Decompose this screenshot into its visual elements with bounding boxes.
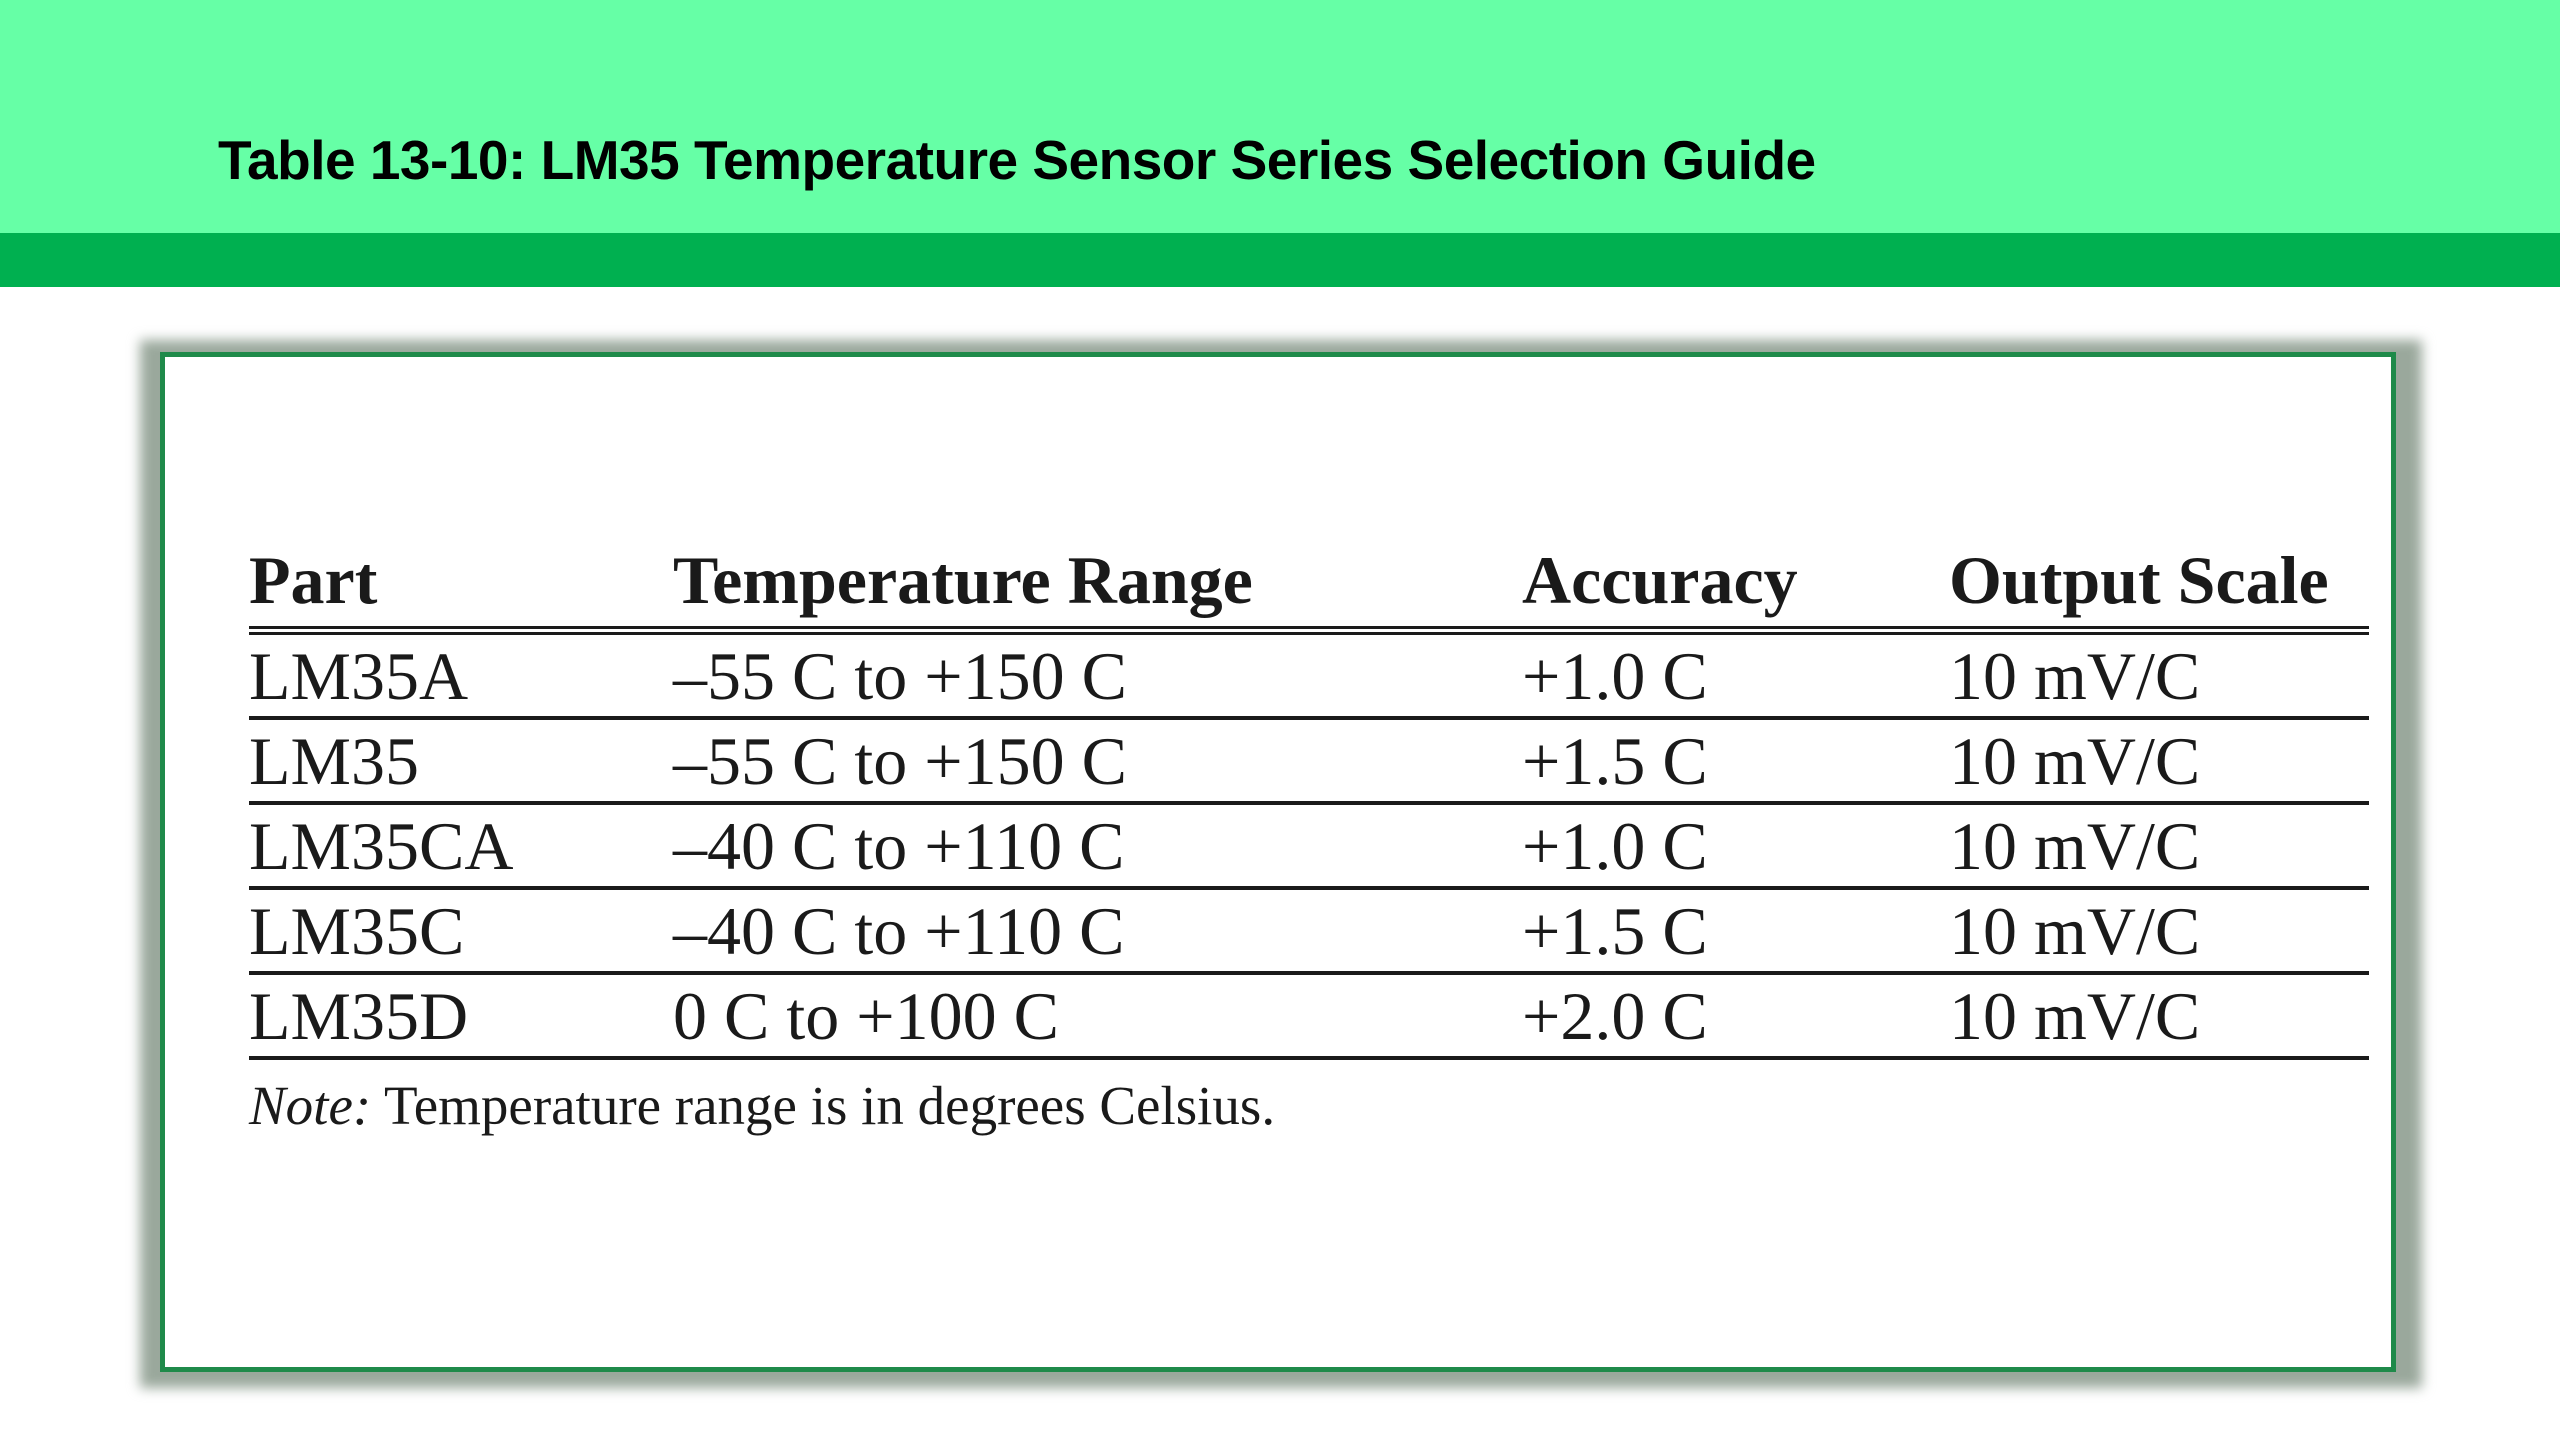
column-header-accuracy: Accuracy (1522, 542, 1798, 618)
note-label: Note: (249, 1075, 372, 1136)
cell-temperature-range: 0 C to +100 C (673, 978, 1059, 1054)
column-header-output-scale: Output Scale (1949, 542, 2329, 618)
column-header-temperature-range: Temperature Range (673, 542, 1253, 618)
column-header-part: Part (249, 542, 378, 618)
cell-part: LM35CA (249, 808, 514, 884)
cell-output-scale: 10 mV/C (1949, 978, 2201, 1054)
header-band (0, 0, 2560, 233)
slide-title: Table 13-10: LM35 Temperature Sensor Series Selection Guide (218, 129, 1816, 191)
table-note (249, 1074, 2369, 1137)
accent-bar (0, 233, 2560, 287)
cell-part: LM35D (249, 978, 469, 1054)
selection-table (249, 535, 2369, 1137)
table-row (249, 720, 2369, 805)
cell-output-scale: 10 mV/C (1949, 808, 2201, 884)
table-row (249, 890, 2369, 975)
cell-accuracy: +1.5 C (1522, 893, 1708, 969)
cell-output-scale: 10 mV/C (1949, 638, 2201, 714)
cell-accuracy: +1.0 C (1522, 638, 1708, 714)
cell-output-scale: 10 mV/C (1949, 893, 2201, 969)
cell-accuracy: +1.5 C (1522, 723, 1708, 799)
table-header-row (249, 535, 2369, 635)
cell-part: LM35A (249, 638, 469, 714)
cell-output-scale: 10 mV/C (1949, 723, 2201, 799)
cell-accuracy: +1.0 C (1522, 808, 1708, 884)
note-text: Temperature range is in degrees Celsius. (371, 1075, 1276, 1136)
cell-temperature-range: –55 C to +150 C (673, 638, 1127, 714)
cell-part: LM35 (249, 723, 419, 799)
cell-temperature-range: –55 C to +150 C (673, 723, 1127, 799)
table-frame (160, 352, 2396, 1372)
cell-part: LM35C (249, 893, 465, 969)
table-row (249, 975, 2369, 1060)
cell-accuracy: +2.0 C (1522, 978, 1708, 1054)
cell-temperature-range: –40 C to +110 C (673, 808, 1125, 884)
cell-temperature-range: –40 C to +110 C (673, 893, 1125, 969)
table-row (249, 805, 2369, 890)
table-row (249, 635, 2369, 720)
